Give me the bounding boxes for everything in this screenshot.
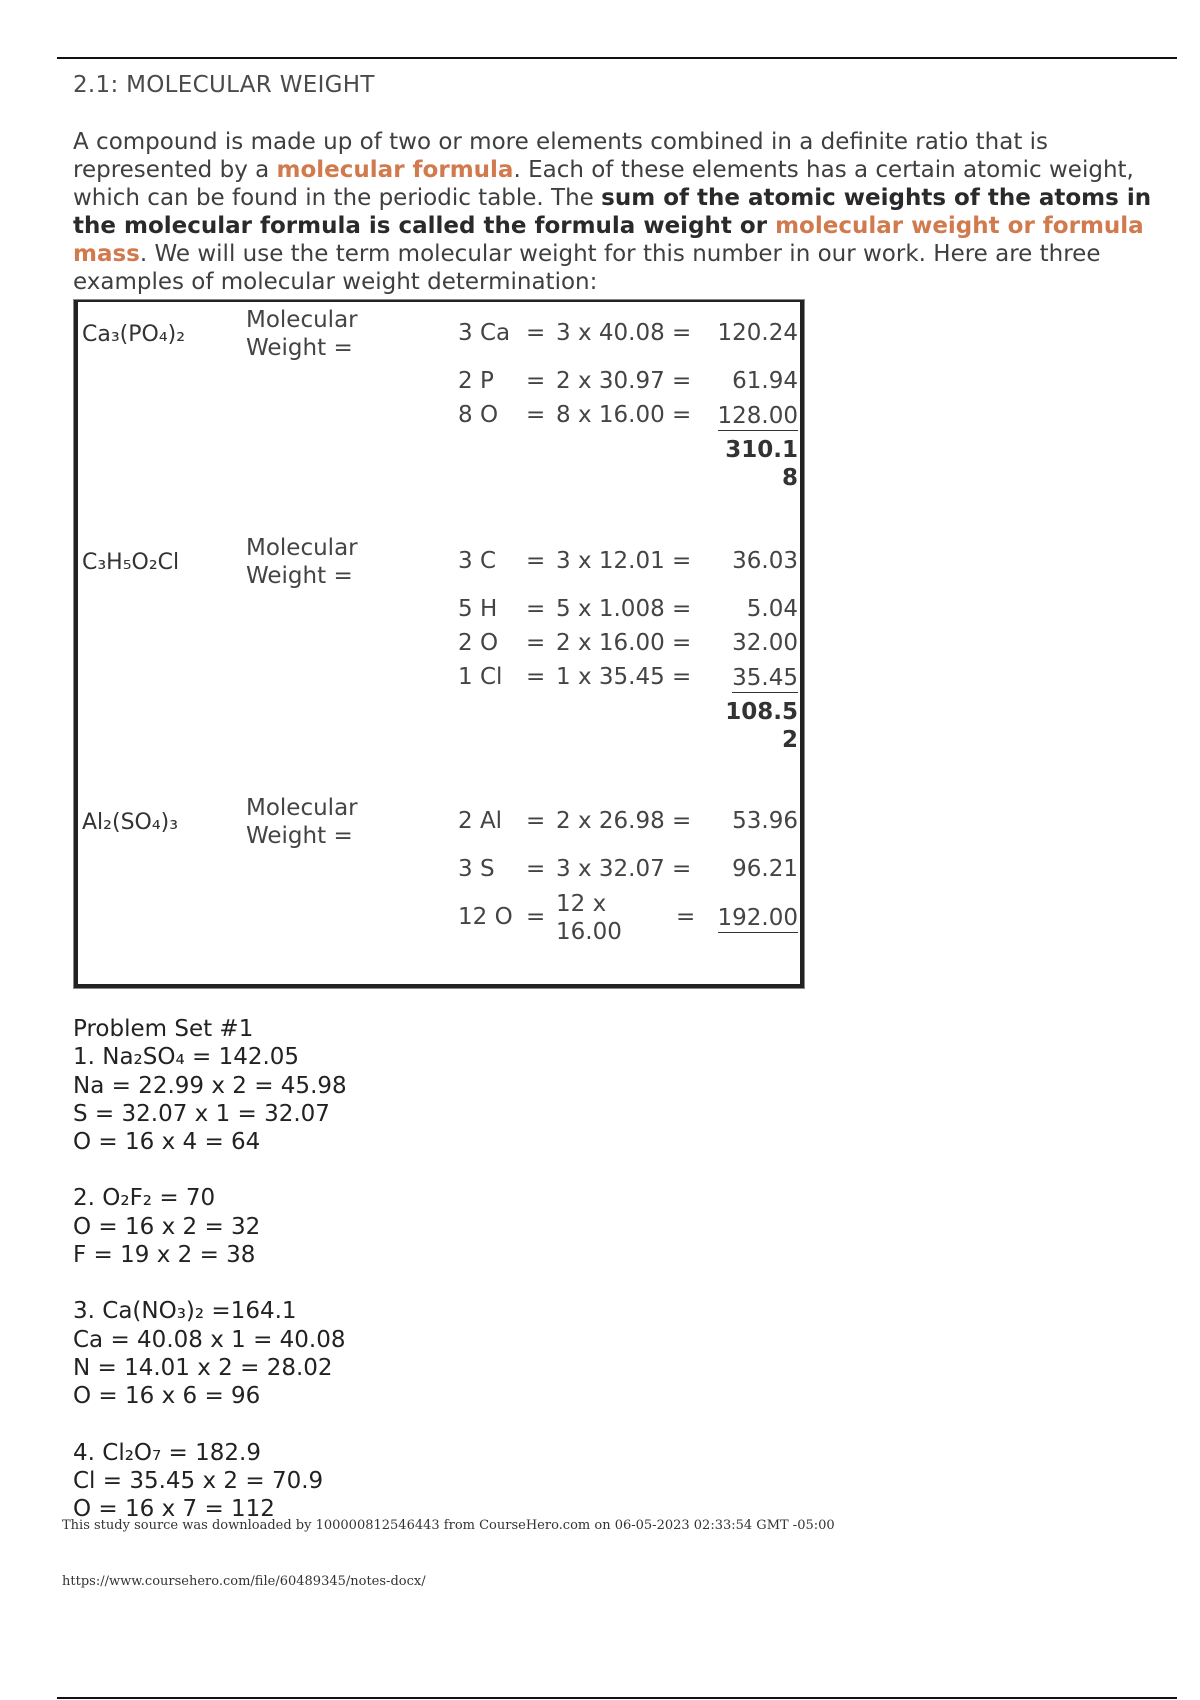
equals-sign: =: [526, 368, 546, 394]
row-value: 192.00: [717, 905, 798, 931]
row-value: 128.00: [717, 403, 798, 429]
molecular-weight-examples-box: [74, 300, 804, 988]
intro-text-3: . We will use the term molecular weight for this number in our work. Here are three examples of molecular weight determination:: [73, 241, 1101, 295]
spacer: [73, 1156, 347, 1184]
total-value-part-2: 8: [781, 465, 798, 491]
calc-row: [76, 856, 802, 888]
row-value: 5.04: [746, 596, 798, 622]
equals-sign: =: [676, 904, 696, 930]
term-molecular-formula: molecular formula: [276, 157, 514, 183]
example-formula: Ca₃(PO₄)₂: [82, 322, 186, 347]
calc-row: [76, 402, 802, 434]
multiplication-part-1: 12 x: [556, 891, 607, 917]
intro-paragraph: [73, 128, 1153, 296]
definition-bold: sum of the atomic weights of the atoms in the molecular formula is called the formula weight or: [73, 185, 1152, 239]
multiplication-part-2: 16.00: [556, 919, 622, 945]
problem-set: [73, 1015, 347, 1523]
multiplication: 8 x 16.00 =: [556, 402, 692, 428]
problem-line: N = 14.01 x 2 = 28.02: [73, 1354, 333, 1381]
intro-text-1: A compound is made up of two or more elements combined in a definite ratio that is represented by a: [73, 129, 1049, 183]
problem-line: 4. Cl₂O₇ = 182.9: [73, 1439, 261, 1466]
total-value: [718, 698, 798, 754]
total-value-part-1: 108.5: [725, 699, 798, 725]
multiplication: 2 x 30.97 =: [556, 368, 692, 394]
problem-line: F = 19 x 2 = 38: [73, 1242, 256, 1269]
element-count: 2 Al: [458, 808, 503, 834]
element-count: 3 C: [458, 548, 497, 574]
element-count: 2 O: [458, 630, 499, 656]
row-value: 53.96: [732, 808, 798, 834]
problem-set-title: Problem Set #1: [73, 1016, 254, 1042]
molecular-weight-label: Molecular Weight =: [246, 535, 358, 589]
calc-row: [76, 808, 802, 840]
term-molecular-weight: molecular weight or formula mass: [73, 213, 1144, 267]
element-count: 12 O: [458, 904, 513, 930]
row-value: 61.94: [732, 368, 798, 394]
spacer: [73, 1269, 347, 1297]
molecular-weight-label: Molecular Weight =: [246, 307, 358, 361]
equals-sign: =: [526, 808, 546, 834]
row-value: 96.21: [732, 856, 798, 882]
element-count: 3 S: [458, 856, 495, 882]
multiplication: 3 x 40.08 =: [556, 320, 692, 346]
equals-sign: =: [526, 904, 546, 930]
equals-sign: =: [526, 320, 546, 346]
calc-row: [76, 320, 802, 352]
problem-line: 3. Ca(NO₃)₂ =164.1: [73, 1298, 297, 1325]
problem-line: O = 16 x 7 = 112: [73, 1496, 275, 1523]
equals-sign: =: [526, 664, 546, 690]
total-value-part-1: 310.1: [725, 437, 798, 463]
source-url-link[interactable]: https://www.coursehero.com/file/60489345/notes-docx/: [62, 1574, 426, 1589]
multiplication: 5 x 1.008 =: [556, 596, 692, 622]
total-value-part-2: 2: [781, 727, 798, 753]
problem-line: O = 16 x 4 = 64: [73, 1129, 261, 1156]
calc-row: [76, 548, 802, 580]
calc-row: [76, 630, 802, 662]
multiplication: 2 x 26.98 =: [556, 808, 692, 834]
calc-row: [76, 664, 802, 696]
example-formula: C₃H₅O₂Cl: [82, 550, 180, 575]
calc-row: [76, 596, 802, 628]
equals-sign: =: [526, 596, 546, 622]
element-count: 3 Ca: [458, 320, 511, 346]
equals-sign: =: [526, 630, 546, 656]
multiplication: 3 x 12.01 =: [556, 548, 692, 574]
problem-line: O = 16 x 2 = 32: [73, 1213, 261, 1240]
top-rule: [57, 57, 1177, 59]
molecular-weight-label: Molecular Weight =: [246, 795, 358, 849]
element-count: 5 H: [458, 596, 498, 622]
total-value: [718, 436, 798, 492]
problem-line: 1. Na₂SO₄ = 142.05: [73, 1044, 300, 1071]
element-count: 8 O: [458, 402, 499, 428]
spacer: [73, 1411, 347, 1439]
problem-line: Cl = 35.45 x 2 = 70.9: [73, 1467, 324, 1494]
problem-line: O = 16 x 6 = 96: [73, 1383, 261, 1410]
multiplication: 1 x 35.45 =: [556, 664, 692, 690]
row-value: 36.03: [732, 548, 798, 574]
section-heading: 2.1: MOLECULAR WEIGHT: [73, 72, 375, 98]
example-formula: Al₂(SO₄)₃: [82, 810, 179, 835]
multiplication: 3 x 32.07 =: [556, 856, 692, 882]
element-count: 2 P: [458, 368, 494, 394]
problem-line: Ca = 40.08 x 1 = 40.08: [73, 1326, 346, 1353]
row-value: 120.24: [717, 320, 798, 346]
problem-line: S = 32.07 x 1 = 32.07: [73, 1100, 330, 1127]
multiplication-wrapped: [556, 890, 622, 946]
row-value: 35.45: [732, 665, 798, 691]
calc-row: [76, 904, 802, 936]
bottom-rule: [57, 1697, 1177, 1699]
problem-line: 2. O₂F₂ = 70: [73, 1185, 216, 1212]
equals-sign: =: [526, 548, 546, 574]
problem-line: Na = 22.99 x 2 = 45.98: [73, 1072, 347, 1099]
equals-sign: =: [526, 402, 546, 428]
intro-text-2: . Each of these elements has a certain atomic weight, which can be found in the periodic table. The: [73, 157, 1134, 211]
equals-sign: =: [526, 856, 546, 882]
row-value: 32.00: [732, 630, 798, 656]
download-notice: This study source was downloaded by 100000812546443 from CourseHero.com on 06-05-2023 02:33:54 GMT -05:00: [62, 1518, 835, 1533]
multiplication: 2 x 16.00 =: [556, 630, 692, 656]
calc-row: [76, 368, 802, 400]
element-count: 1 Cl: [458, 664, 503, 690]
